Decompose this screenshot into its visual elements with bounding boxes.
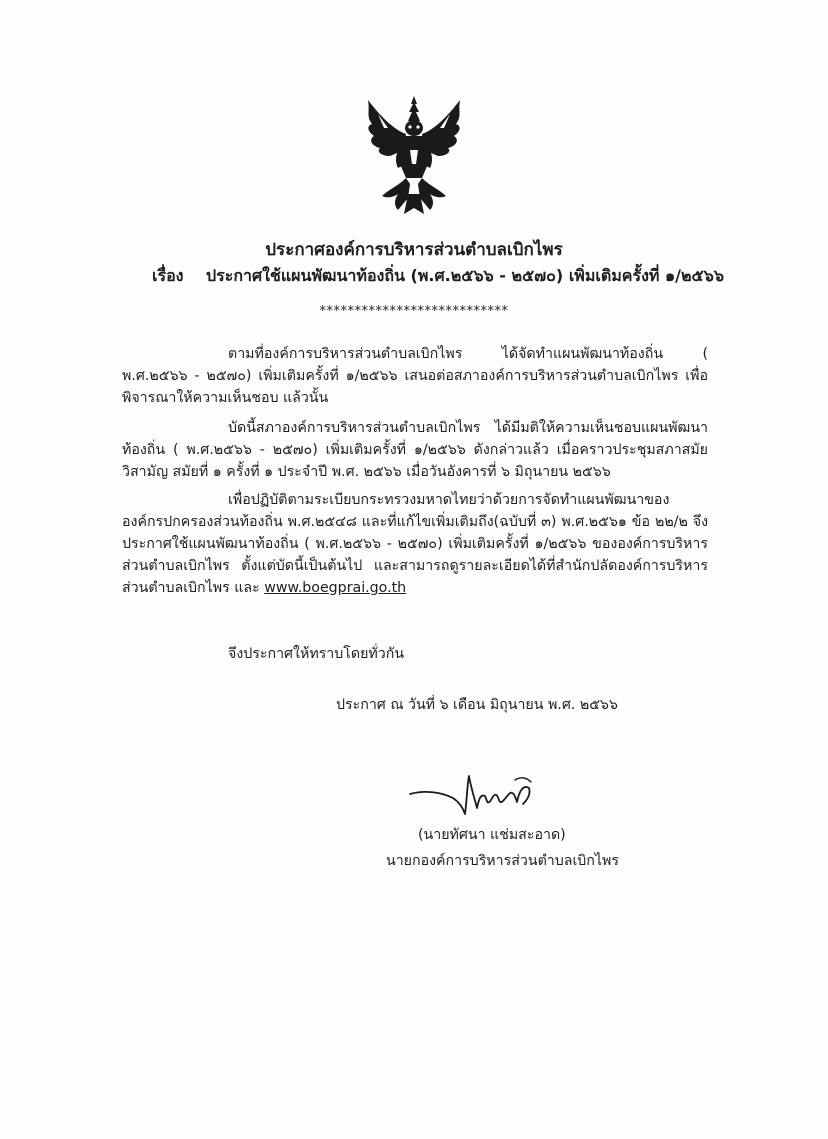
website-link[interactable]: www.boegprai.go.th <box>264 580 407 596</box>
announcement-date: ประกาศ ณ วันที่ ๖ เดือน มิถุนายน พ.ศ. ๒๕๖๖ <box>336 697 618 713</box>
paragraph-1 <box>122 343 708 409</box>
paragraph-3-text: เพื่อปฏิบัติตามระเบียบกระทรวงมหาดไทยว่าด้วยการจัดทำแผนพัฒนาขององค์กรปกครองส่วนท้องถิ่น พ.ศ.๒๕๔๘ และที่แก้ไขเพิ่มเติมถึง(ฉบับที่ ๓) พ.ศ.๒๕๖๑ ข้อ ๒๒/๒ จึงประกาศใช้แผนพัฒนาท้องถิ่น ( พ.ศ.๒๕๖๖ - ๒๕๗๐) เพิ่มเติมครั้งที่ ๑/๒๕๖๖ ขององค์การบริหารส่วนตำบลเบิกไพร ตั้งแต่บัดนี้เป็นต้นไป และสามารถดูรายละเอียดได้ที่สำนักปลัดองค์การบริหารส่วนตำบลเบิกไพร และ <box>122 492 708 596</box>
document-title: ประกาศองค์การบริหารส่วนตำบลเบิกไพร <box>265 240 563 260</box>
subject-text: ประกาศใช้แผนพัฒนาท้องถิ่น (พ.ศ.๒๕๖๖ - ๒๕๗๐) เพิ่มเติมครั้งที่ ๑/๒๕๖๖ <box>206 266 724 285</box>
paragraph-3-container <box>122 489 708 599</box>
signer-name: (นายทัศนา แช่มสะอาด) <box>418 827 566 843</box>
separator-line: *************************** <box>319 304 509 319</box>
paragraph-2 <box>122 417 708 483</box>
signer-position: นายกองค์การบริหารส่วนตำบลเบิกไพร <box>386 853 620 869</box>
subject-line <box>152 264 724 289</box>
subject-label: เรื่อง <box>152 266 184 285</box>
garuda-emblem-icon <box>358 94 470 218</box>
paragraph-3 <box>122 489 708 599</box>
paragraph-2-text: บัดนี้สภาองค์การบริหารส่วนตำบลเบิกไพร ได้มีมติให้ความเห็นชอบแผนพัฒนาท้องถิ่น ( พ.ศ.๒๕๖๖ - ๒๕๗๐) เพิ่มเติมครั้งที่ ๑/๒๕๖๖ ดังกล่าวแล้ว เมื่อคราวประชุมสภาสมัยวิสามัญ สมัยที่ ๑ ครั้งที่ ๑ ประจำปี พ.ศ. ๒๕๖๖ เมื่อวันอังคารที่ ๖ มิถุนายน ๒๕๖๖ <box>122 420 708 480</box>
closing-statement: จึงประกาศให้ทราบโดยทั่วกัน <box>228 646 405 662</box>
paragraph-1-text: ตามที่องค์การบริหารส่วนตำบลเบิกไพร ได้จัดทำแผนพัฒนาท้องถิ่น ( พ.ศ.๒๕๖๖ - ๒๕๗๐) เพิ่มเติมครั้งที่ ๑/๒๕๖๖ เสนอต่อสภาองค์การบริหารส่วนตำบลเบิกไพร เพื่อพิจารณาให้ความเห็นชอบ แล้วนั้น <box>122 346 708 406</box>
handwritten-signature <box>405 770 555 820</box>
